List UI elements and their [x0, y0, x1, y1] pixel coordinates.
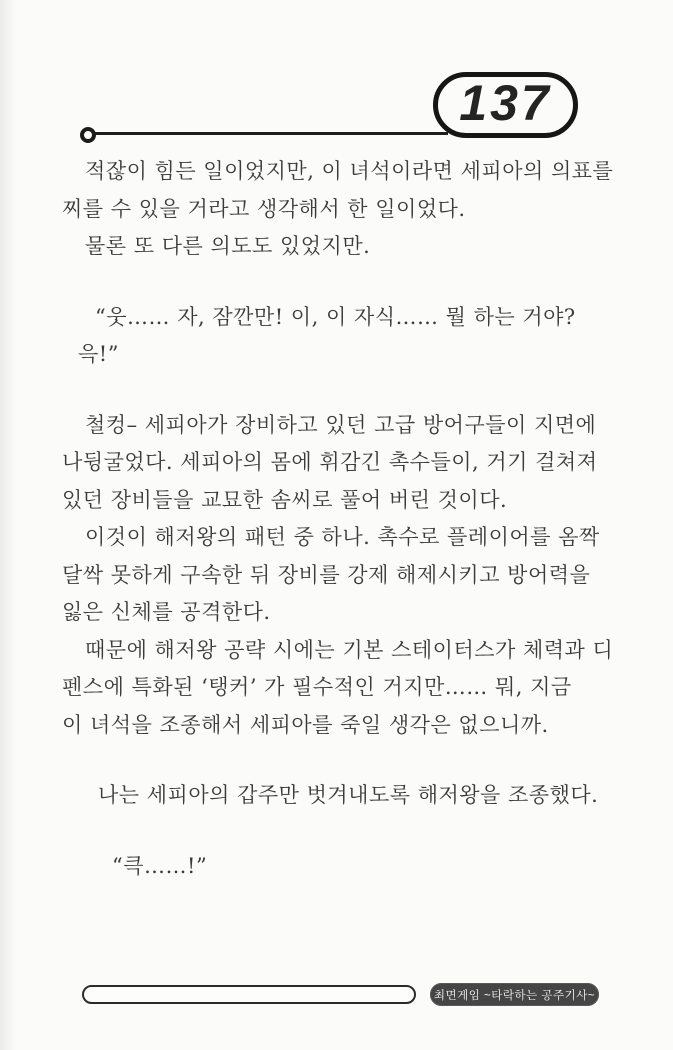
- text-line: 찌를 수 있을 거라고 생각해서 한 일이었다.: [62, 196, 466, 221]
- text-line: 잃은 신체를 공격한다.: [62, 600, 271, 624]
- text-line: 적잖이 힘든 일이었지만, 이 녀석이라면 세피아의 의표를: [85, 159, 614, 183]
- text-line: 나는 세피아의 갑주만 벗겨내도록 해저왕을 조종했다.: [98, 783, 599, 807]
- page-number-badge: [433, 72, 578, 138]
- text-line: “웃…… 자, 잠깐만! 이, 이 자식…… 뭘 하는 거야?: [95, 304, 576, 329]
- text-line: 이 녀석을 조종해서 세피아를 죽일 생각은 없으니까.: [62, 712, 549, 737]
- text-line: 철컹– 세피아가 장비하고 있던 고급 방어구들이 지면에: [85, 412, 597, 437]
- text-line: 펜스에 특화된 ‘탱커’ 가 필수적인 거지만…… 뭐, 지금: [62, 675, 572, 699]
- text-line: 나뒹굴었다. 세피아의 몸에 휘감긴 촉수들이, 거기 걸쳐져: [62, 450, 598, 474]
- blank-line: [62, 266, 618, 299]
- text-line: 때문에 해저왕 공략 시에는 기본 스테이터스가 체력과 디: [85, 637, 614, 662]
- series-title: 최면게임 ~타락하는 공주기사~: [433, 989, 596, 1002]
- text-line: 물론 또 다른 의도도 있었지만.: [85, 234, 371, 258]
- page-number: 137: [459, 75, 552, 131]
- text-line: 달싹 못하게 구속한 뒤 장비를 강제 해제시키고 방어력을: [62, 562, 591, 587]
- header-ring-icon: [80, 127, 96, 143]
- text-line: “큭……!”: [112, 853, 208, 878]
- header-rule: [92, 132, 448, 135]
- body-text: [62, 153, 618, 885]
- blank-line: [62, 815, 618, 848]
- text-line: 있던 장비들을 교묘한 솜씨로 풀어 버린 것이다.: [62, 487, 508, 512]
- series-title-badge: [430, 983, 599, 1006]
- footer-outline-pill: [82, 985, 416, 1004]
- text-line: 윽!”: [78, 342, 119, 366]
- blank-line: [62, 744, 618, 777]
- scan-edge-shadow: [0, 0, 16, 1050]
- text-line: 이것이 해저왕의 패턴 중 하나. 촉수로 플레이어를 옴짝: [85, 525, 600, 549]
- blank-line: [62, 374, 618, 407]
